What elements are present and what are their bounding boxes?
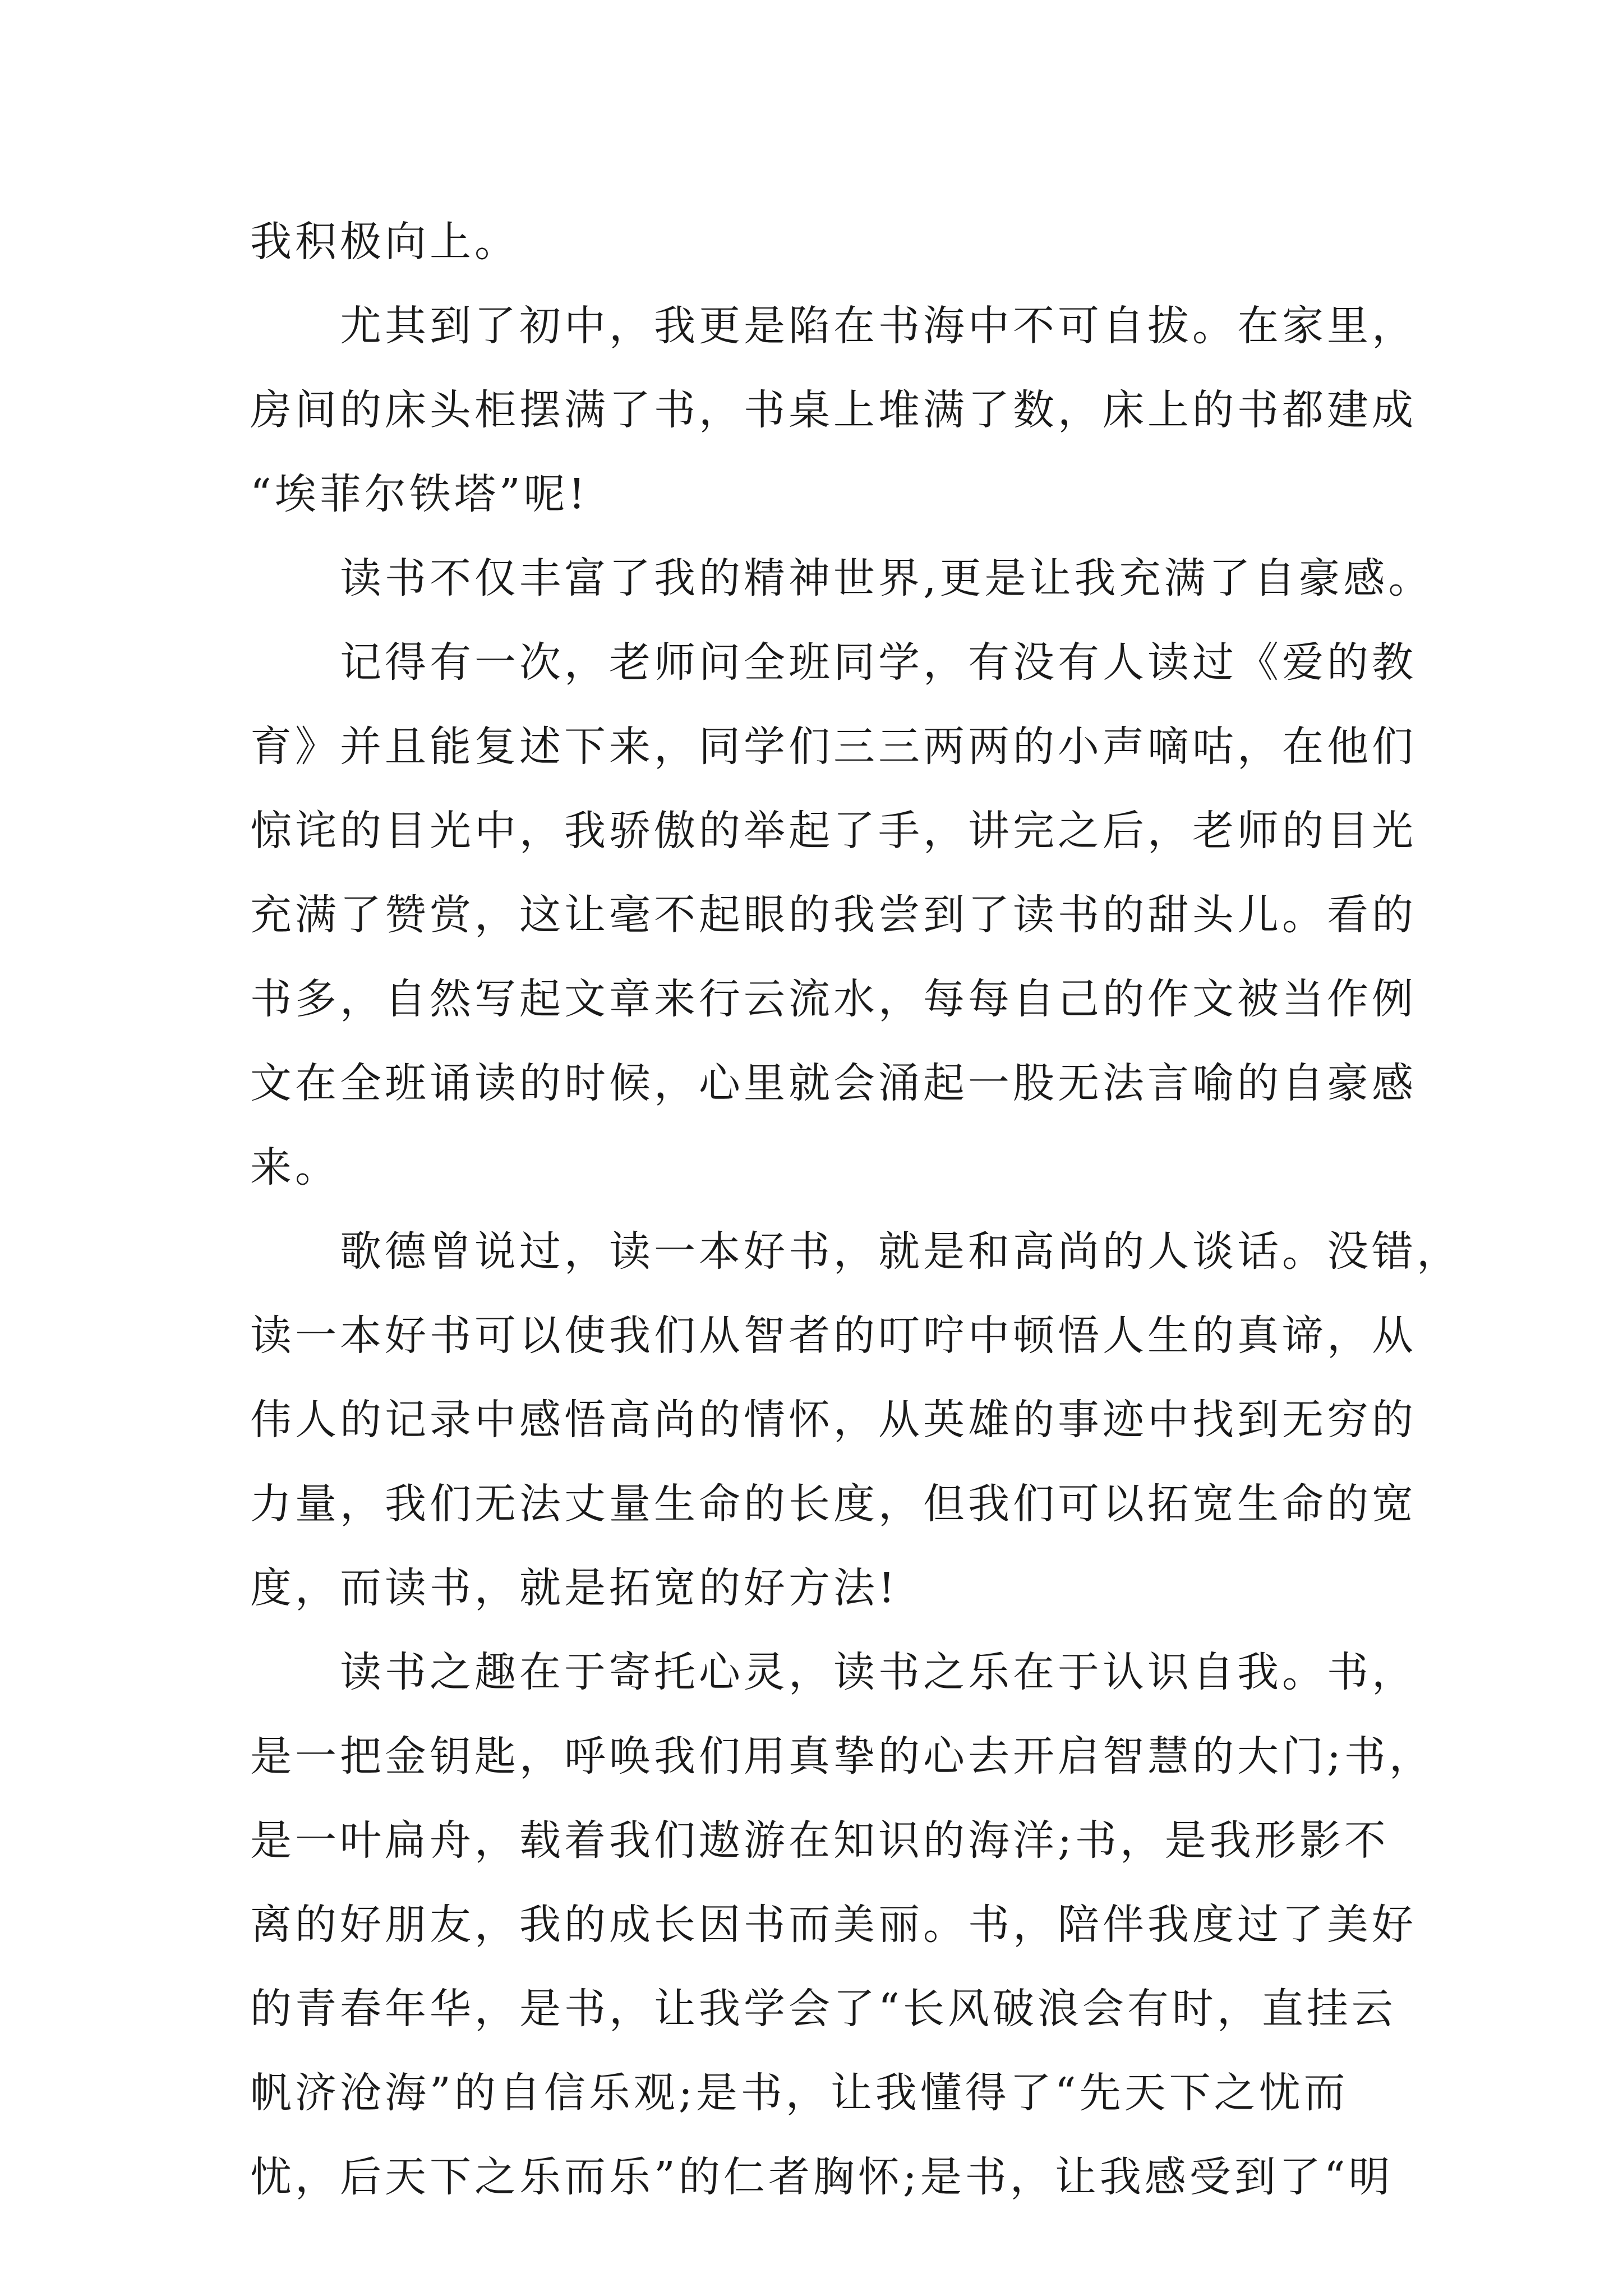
text-line: 伟人的记录中感悟高尚的情怀，从英雄的事迹中找到无穷的 [250,1396,1417,1444]
text-line: 忧，后天下之乐而乐”的仁者胸怀;是书，让我感受到了“明 [250,2153,1394,2201]
text-line: 离的好朋友，我的成长因书而美丽。书，陪伴我度过了美好 [250,1901,1417,1949]
paragraph-continuation [250,200,1372,284]
text-line: 是一把金钥匙，呼唤我们用真挚的心去开启智慧的大门;书， [250,1732,1434,1780]
text-line: 书多，自然写起文章来行云流水，每每自己的作文被当作例 [250,975,1417,1023]
paragraph-junior-high [250,284,1417,536]
text-line: 度，而读书，就是拓宽的好方法! [250,1564,898,1612]
text-line: 读书之趣在于寄托心灵，读书之乐在于认识自我。书， [250,1648,1417,1696]
text-line: 读书不仅丰富了我的精神世界,更是让我充满了自豪感。 [250,554,1433,602]
text-line: 力量，我们无法丈量生命的长度，但我们可以拓宽生命的宽 [250,1480,1417,1528]
text-line: 记得有一次，老师问全班同学，有没有人读过《爱的教 [250,638,1417,687]
text-line: 帆济沧海”的自信乐观;是书，让我懂得了“先天下之忧而 [250,2069,1349,2117]
document-body [250,200,1461,2219]
text-line: 读一本好书可以使我们从智者的叮咛中顿悟人生的真谛，从 [250,1312,1417,1360]
paragraph-pride [250,536,1433,620]
text-line: 育》并且能复述下来，同学们三三两两的小声嘀咕，在他们 [250,723,1417,771]
text-line: 房间的床头柜摆满了书，书桌上堆满了数，床上的书都建成 [250,386,1417,434]
text-line: 我积极向上。 [250,218,519,266]
paragraph-joy-of-reading [250,1630,1434,2219]
text-line: 来。 [250,1143,340,1191]
text-line: 充满了赞赏，这让毫不起眼的我尝到了读书的甜头儿。看的 [250,891,1417,939]
text-line: 尤其到了初中，我更是陷在书海中不可自拔。在家里， [250,302,1417,350]
paragraph-memory [250,620,1417,1209]
text-line: 文在全班诵读的时候，心里就会涌起一股无法言喻的自豪感 [250,1059,1417,1107]
text-line: 是一叶扁舟，载着我们遨游在知识的海洋;书，是我形影不 [250,1816,1389,1865]
paragraph-goethe [250,1209,1461,1630]
text-line: 的青春年华，是书，让我学会了“长风破浪会有时，直挂云 [250,1985,1396,2033]
text-line: 惊诧的目光中，我骄傲的举起了手，讲完之后，老师的目光 [250,807,1417,855]
text-line: “埃菲尔铁塔”呢! [250,470,589,518]
text-line: 歌德曾说过，读一本好书，就是和高尚的人谈话。没错， [250,1227,1461,1276]
